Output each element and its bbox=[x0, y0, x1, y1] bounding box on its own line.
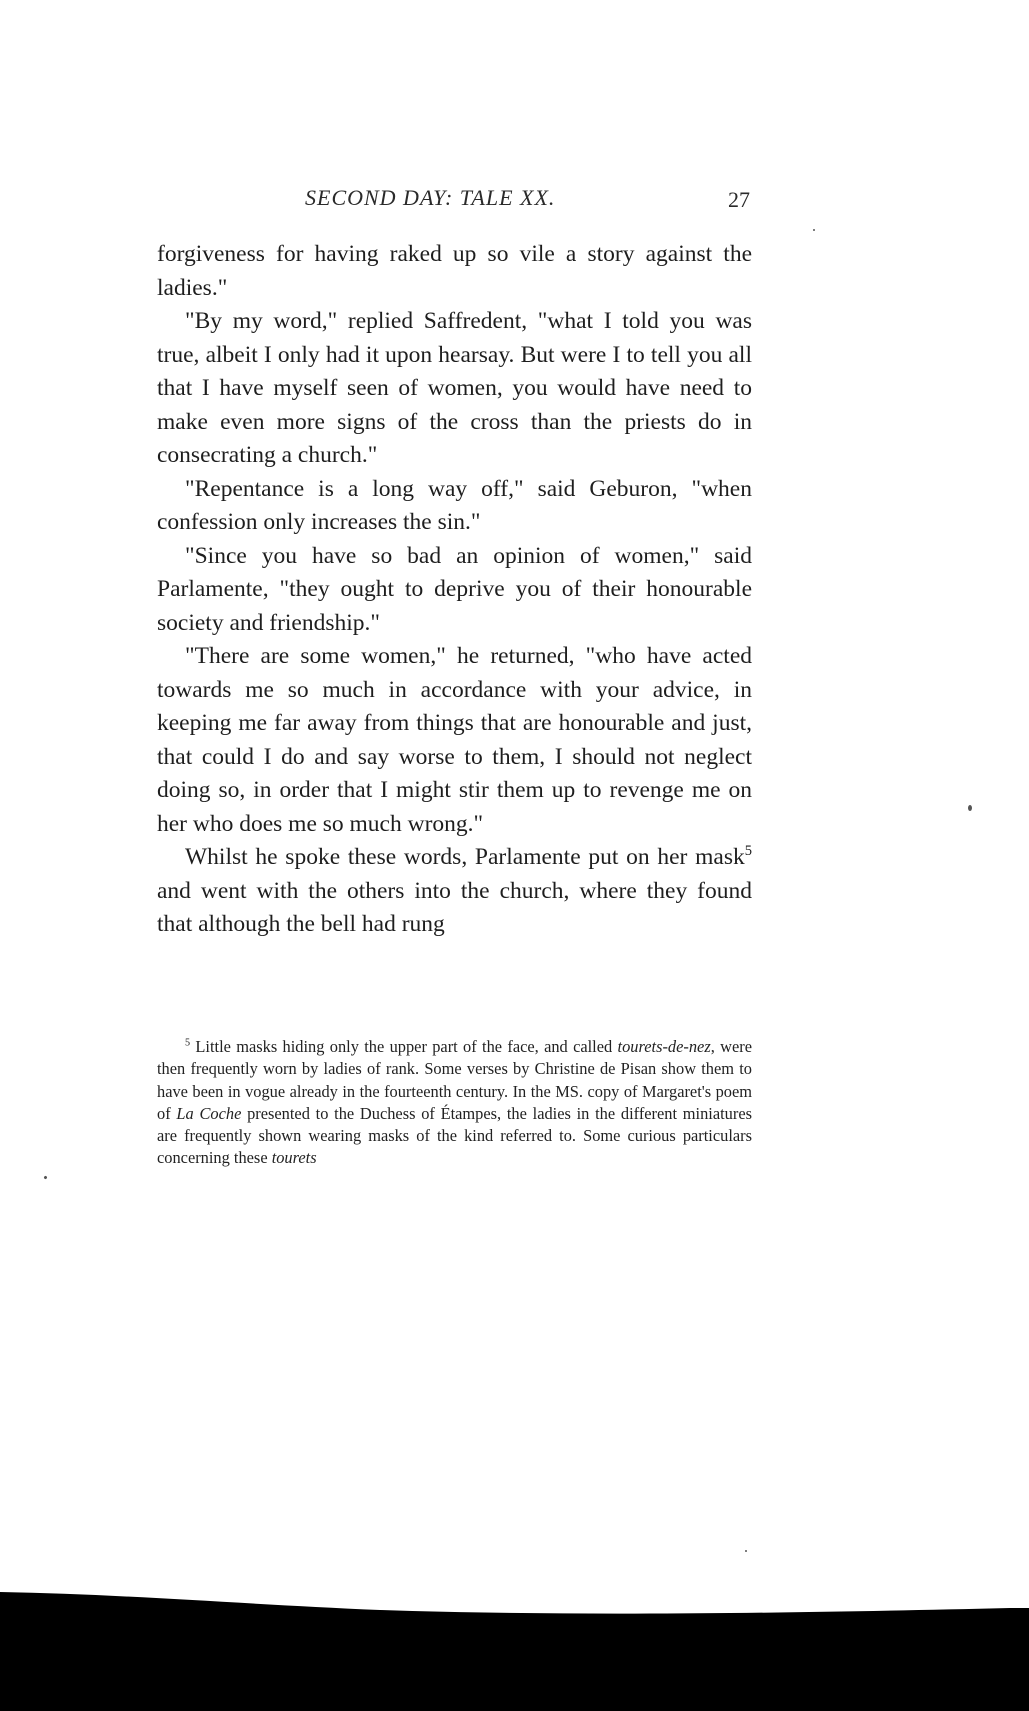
paragraph-6-end: and went with the others into the church, where they found that although the bell had rung bbox=[157, 877, 752, 937]
footnote-seg-1: Little masks hiding only the upper part of the face, and called bbox=[190, 1037, 618, 1056]
footnote-term-la-coche: La Coche bbox=[176, 1103, 242, 1123]
paragraph-1: forgiveness for having raked up so vile a story against the ladies." bbox=[157, 241, 752, 301]
footnote-text bbox=[157, 1036, 752, 1170]
paragraph-5: "There are some women," he returned, "who have acted towards me so much in accordance with your advice, in keeping me far away from things that are honourable and just, that could I do and say worse to them, I should not neglect doing so, in order that I might stir them up to revenge me on her who does me so much wrong." bbox=[157, 643, 752, 837]
body-text bbox=[157, 238, 752, 942]
paragraph-4: "Since you have so bad an opinion of women," said Parlamente, "they ought to deprive you of their honourable society and friendship." bbox=[157, 542, 752, 636]
paragraph-6 bbox=[157, 841, 752, 942]
scan-speck bbox=[43, 1175, 47, 1179]
scan-speck bbox=[813, 229, 815, 231]
footnote bbox=[157, 1036, 752, 1170]
scan-edge-shape bbox=[0, 1592, 1029, 1711]
footnote-term-tourets-de-nez: tourets-de-nez bbox=[617, 1037, 711, 1056]
footnote-seg-3: presented to the Duchess of Étampes, the ladies in the different miniatures are frequently shown wearing masks of the kind referred to. Some curious particulars concerning these bbox=[157, 1103, 752, 1168]
scan-speck bbox=[968, 805, 972, 811]
paragraph-6-start: Whilst he spoke these words, Parlamente put on her mask bbox=[185, 844, 745, 870]
page-number: 27 bbox=[728, 187, 750, 212]
scan-edge-shadow bbox=[0, 1580, 1029, 1711]
footnote-seg-2: , were then frequently worn by ladies of rank. Some verses by Christine de Pisan show them to have been in vogue already in the fourteenth century. In the MS. copy of Margaret's poem of bbox=[157, 1037, 752, 1123]
footnote-marker: 5 bbox=[185, 1037, 191, 1049]
footnote-term-tourets: tourets bbox=[271, 1148, 317, 1168]
running-head: SECOND DAY: TALE XX. bbox=[305, 185, 556, 210]
footnote-reference: 5 bbox=[744, 843, 752, 860]
paragraph-3: "Repentance is a long way off," said Geburon, "when confession only increases the sin." bbox=[157, 475, 752, 535]
scan-speck bbox=[745, 1550, 747, 1552]
paragraph-2: "By my word," replied Saffredent, "what I told you was true, albeit I only had it upon hearsay. But were I to tell you all that I have myself seen of women, you would have need to make even more signs of the cross than the priests do in consecrating a church." bbox=[157, 308, 752, 468]
